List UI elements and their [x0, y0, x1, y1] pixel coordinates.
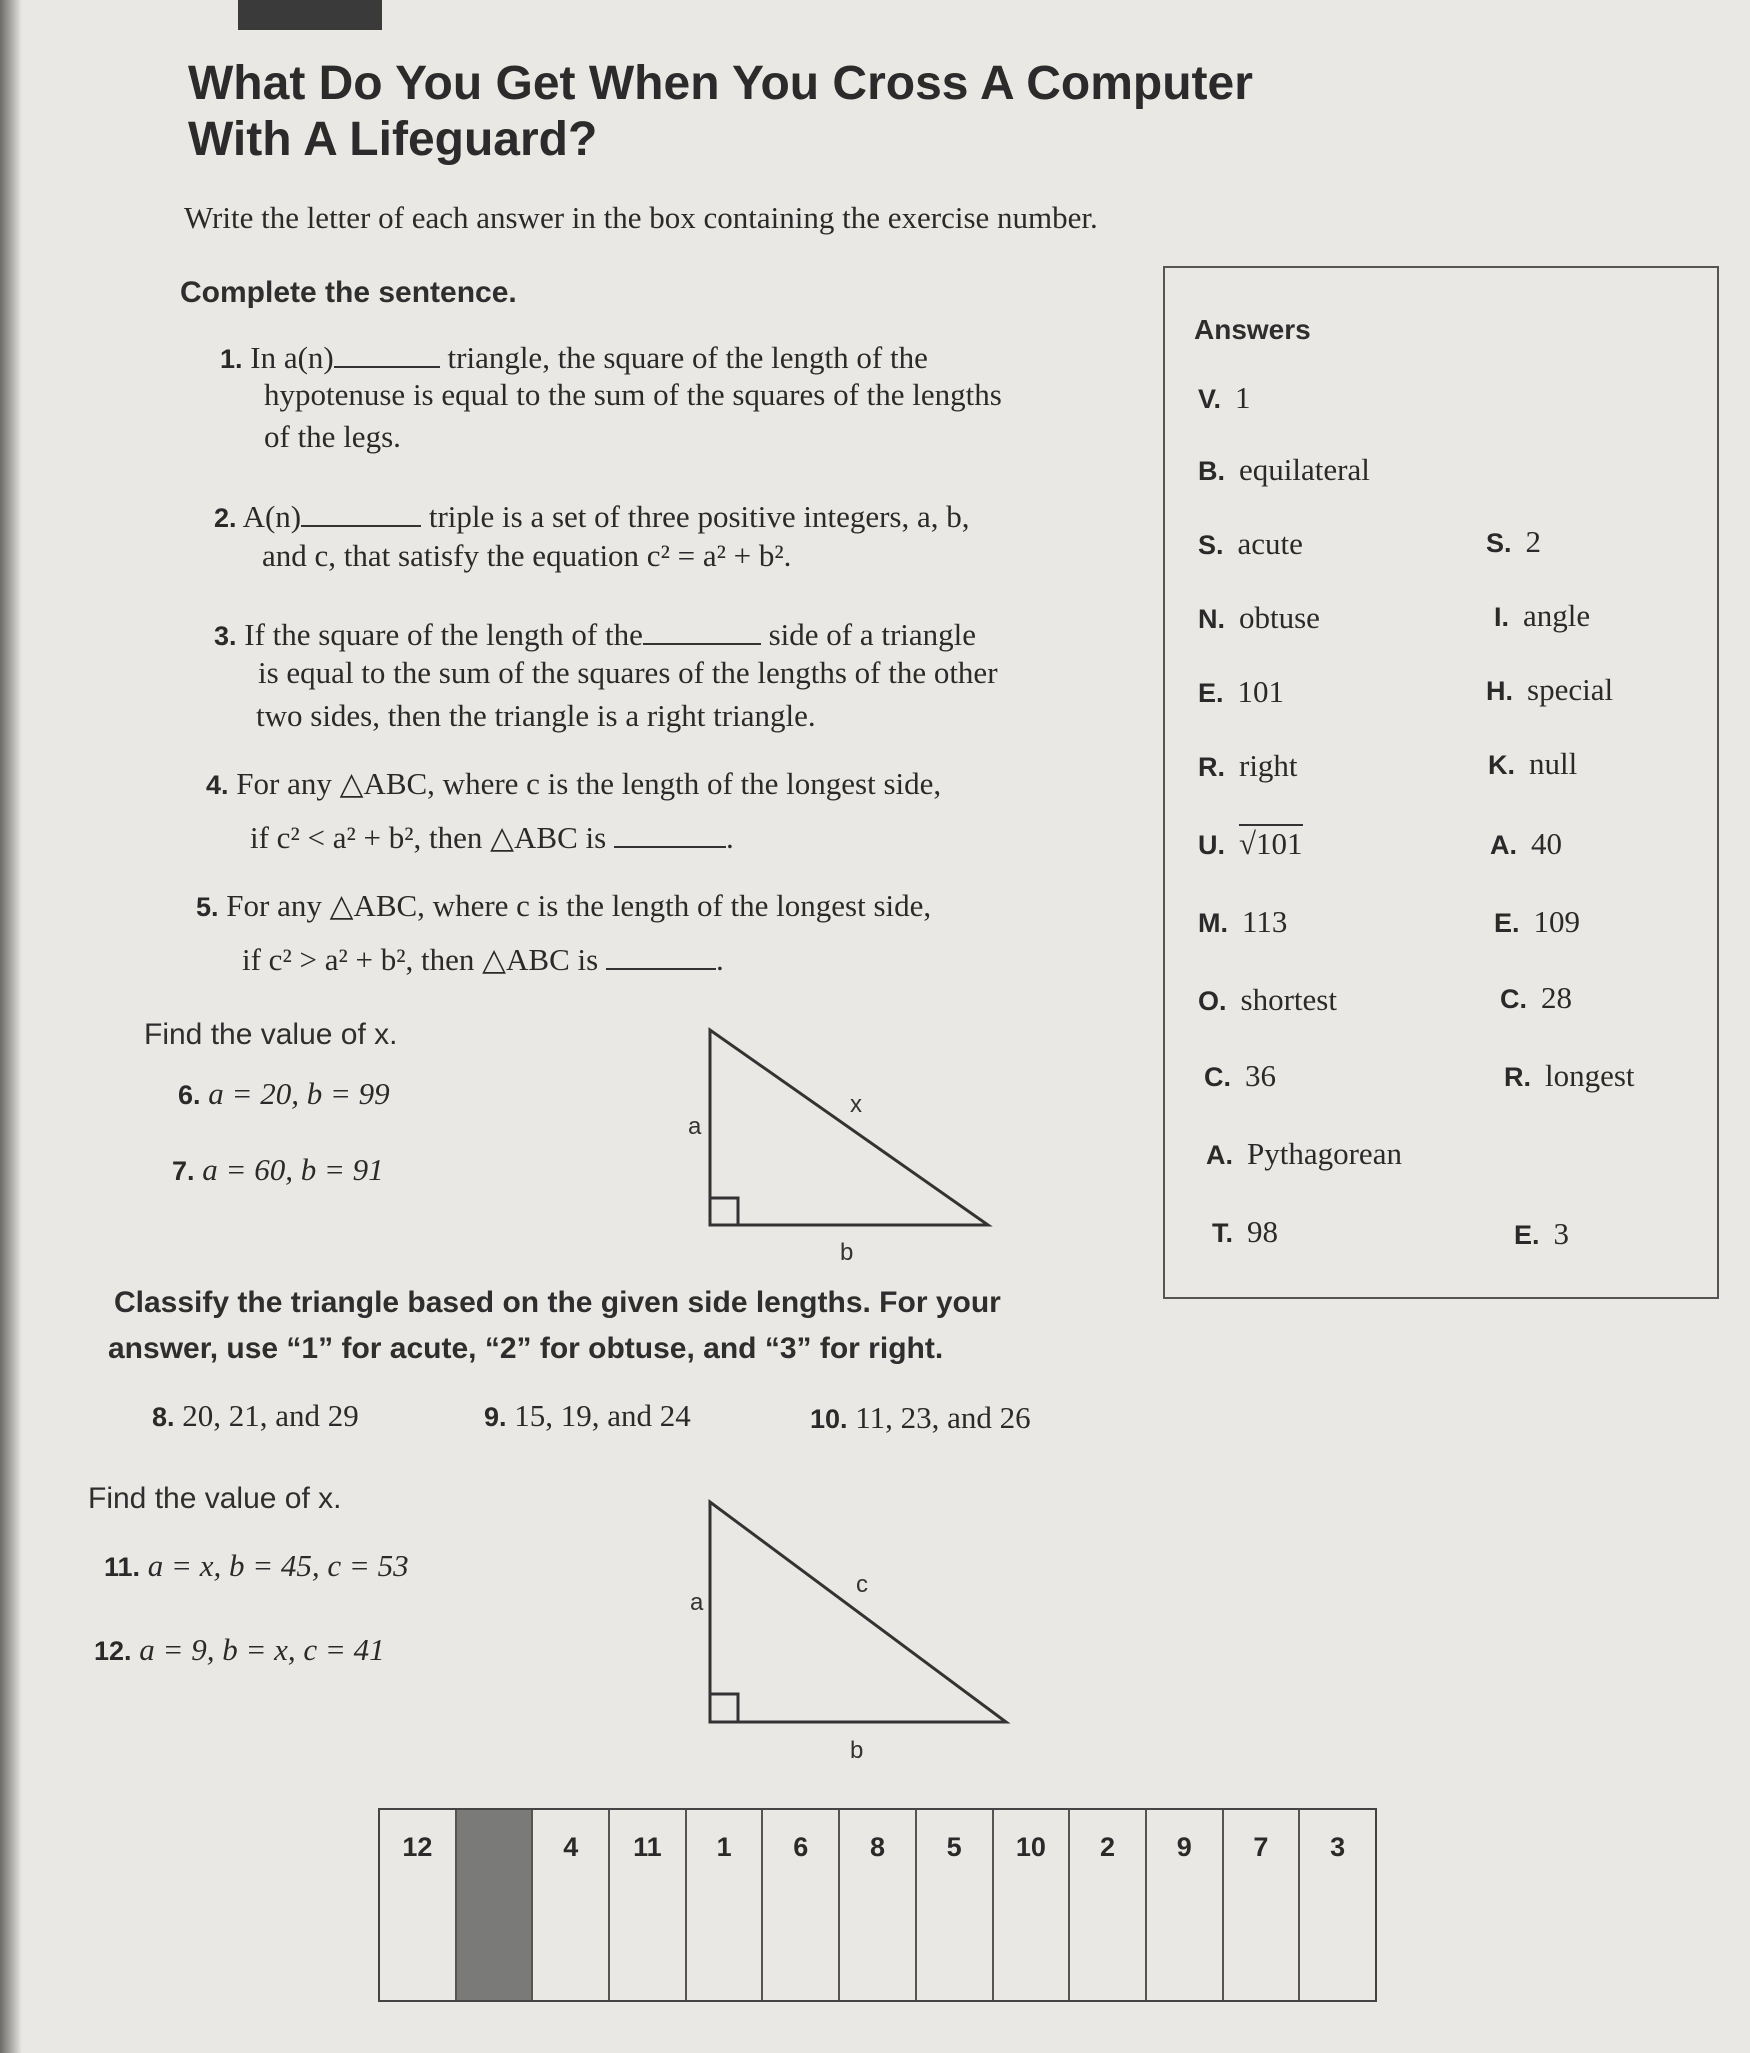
answer-letter: H. — [1486, 676, 1513, 706]
grid-cell[interactable] — [533, 1810, 610, 2000]
grid-cell-number: 1 — [716, 1832, 732, 1862]
label-b: b — [840, 1239, 854, 1260]
answer-item — [1486, 524, 1541, 560]
answer-blank[interactable] — [334, 335, 440, 368]
answer-letter: C. — [1204, 1062, 1231, 1092]
answer-item — [1490, 826, 1562, 862]
section-classify-line-1: Classify the triangle based on the given side lengths. For your — [114, 1286, 1001, 1319]
question-text: 20, 21, and 29 — [182, 1398, 359, 1433]
question-text: In a(n) — [250, 340, 334, 375]
question-8 — [152, 1398, 359, 1434]
question-text: a = x, b = 45, c = 53 — [147, 1548, 409, 1583]
answer-letter: I. — [1494, 602, 1510, 632]
grid-cell-number: 8 — [869, 1832, 885, 1862]
question-9 — [484, 1398, 691, 1434]
answer-letter: T. — [1212, 1218, 1234, 1248]
answer-item — [1198, 674, 1284, 710]
question-number: 3. — [214, 621, 237, 651]
grid-cell[interactable] — [1300, 1810, 1375, 2000]
grid-cell-blank — [457, 1810, 534, 2000]
triangle-shape — [710, 1030, 988, 1225]
grid-cell[interactable] — [763, 1810, 840, 2000]
section-find-x-1: Find the value of x. — [144, 1018, 398, 1051]
answer-value: null — [1529, 746, 1578, 781]
question-number: 1. — [220, 344, 243, 374]
answer-letter: A. — [1206, 1140, 1233, 1170]
grid-cell-number: 12 — [402, 1832, 433, 1862]
question-3-line-2: is equal to the sum of the squares of the lengths of the other — [258, 655, 998, 690]
question-1-line-3: of the legs. — [264, 419, 401, 454]
answer-value: 28 — [1541, 980, 1572, 1015]
right-angle-mark — [710, 1198, 738, 1225]
question-text: if c² < a² + b², then △ABC is — [250, 820, 607, 855]
answer-letter: E. — [1514, 1220, 1540, 1250]
answers-title: Answers — [1194, 314, 1311, 345]
question-text: triple is a set of three positive integers, a, b, — [428, 499, 970, 534]
question-number: 12. — [94, 1636, 132, 1666]
answer-item — [1504, 1058, 1635, 1094]
answer-item — [1488, 746, 1577, 782]
grid-cell[interactable] — [610, 1810, 687, 2000]
grid-cell-number: 5 — [946, 1832, 962, 1862]
answer-letter: U. — [1198, 830, 1225, 860]
answer-letter: S. — [1198, 530, 1224, 560]
answer-letter: B. — [1198, 456, 1225, 486]
answer-value: longest — [1545, 1058, 1635, 1093]
answer-letter: R. — [1198, 752, 1225, 782]
grid-cell[interactable] — [380, 1810, 457, 2000]
answer-value: 40 — [1531, 826, 1562, 861]
question-text: triangle, the square of the length of the — [447, 340, 928, 375]
answer-blank[interactable] — [643, 612, 761, 645]
question-number: 4. — [206, 770, 229, 800]
right-angle-mark — [710, 1694, 738, 1722]
grid-cell[interactable] — [1224, 1810, 1301, 2000]
question-2-line-2: and c, that satisfy the equation c² = a² + b². — [262, 538, 792, 573]
answer-letter: E. — [1198, 678, 1224, 708]
answer-item — [1198, 826, 1303, 862]
question-number: 7. — [172, 1156, 195, 1186]
instructions: Write the letter of each answer in the box containing the exercise number. — [184, 200, 1098, 235]
answer-value: 36 — [1245, 1058, 1276, 1093]
question-3 — [214, 612, 976, 653]
answer-value: shortest — [1240, 982, 1337, 1017]
label-b: b — [850, 1737, 864, 1764]
grid-cell[interactable] — [917, 1810, 994, 2000]
question-4 — [206, 766, 941, 802]
answer-value: acute — [1237, 526, 1303, 561]
page-edge-shadow — [0, 0, 22, 2053]
label-a: a — [690, 1589, 704, 1616]
question-4-line-2: if c² < a² + b², then △ABC is . — [250, 815, 734, 856]
question-12 — [94, 1632, 385, 1668]
question-5-line-2: if c² > a² + b², then △ABC is . — [242, 937, 724, 978]
question-text: a = 20, b = 99 — [208, 1076, 390, 1111]
grid-cell-number: 9 — [1176, 1832, 1192, 1862]
answer-letter: R. — [1504, 1062, 1531, 1092]
answer-blank[interactable] — [614, 815, 726, 848]
answer-value: 1 — [1235, 380, 1251, 415]
top-tab — [238, 0, 382, 30]
answer-value: special — [1527, 672, 1614, 707]
section-find-x-2: Find the value of x. — [88, 1482, 342, 1515]
question-number: 2. — [214, 503, 237, 533]
answer-value: 2 — [1525, 524, 1542, 559]
answer-letter: V. — [1198, 384, 1222, 414]
grid-cell-number: 11 — [633, 1832, 662, 1862]
question-7 — [172, 1152, 384, 1188]
answer-item — [1198, 600, 1320, 636]
answer-item — [1198, 526, 1303, 562]
answer-item — [1198, 380, 1251, 416]
answer-letter: N. — [1198, 604, 1225, 634]
answer-letter: C. — [1500, 984, 1527, 1014]
answer-value: 3 — [1553, 1216, 1570, 1251]
title-line-1: What Do You Get When You Cross A Computer — [188, 57, 1253, 110]
answer-value: equilateral — [1239, 452, 1370, 487]
question-11 — [104, 1548, 409, 1584]
label-x: x — [850, 1091, 862, 1118]
grid-cell[interactable] — [840, 1810, 917, 2000]
answer-value: √101 — [1239, 826, 1303, 861]
question-5 — [196, 888, 931, 924]
question-text: a = 9, b = x, c = 41 — [139, 1632, 385, 1667]
question-number: 6. — [178, 1080, 201, 1110]
answer-value: 98 — [1247, 1214, 1279, 1249]
grid-cell[interactable] — [1147, 1810, 1224, 2000]
answer-letter: K. — [1488, 750, 1515, 780]
question-2 — [214, 494, 970, 535]
answer-item — [1198, 748, 1298, 784]
question-text: side of a triangle — [768, 617, 977, 652]
answer-item — [1198, 452, 1370, 488]
answer-item — [1500, 980, 1572, 1016]
answer-letter: S. — [1486, 528, 1512, 558]
answer-item — [1212, 1214, 1278, 1250]
question-text: For any △ABC, where c is the length of the longest side, — [226, 888, 932, 923]
answer-value: 113 — [1242, 904, 1288, 939]
question-number: 9. — [484, 1402, 507, 1432]
answer-value: 101 — [1237, 674, 1285, 709]
answer-item — [1204, 1058, 1276, 1094]
answer-value: right — [1239, 748, 1298, 783]
question-1-line-2: hypotenuse is equal to the sum of the squares of the lengths — [264, 377, 1002, 412]
answer-value: Pythagorean — [1247, 1136, 1402, 1171]
answer-item — [1198, 982, 1337, 1018]
answer-letter: E. — [1494, 908, 1520, 938]
question-3-line-3: two sides, then the triangle is a right triangle. — [256, 698, 816, 733]
question-1 — [220, 335, 928, 376]
answer-value: angle — [1523, 598, 1591, 633]
answer-value: obtuse — [1239, 600, 1320, 635]
grid-cell-number: 7 — [1253, 1832, 1269, 1862]
question-10 — [810, 1400, 1031, 1436]
question-number: 10. — [810, 1404, 848, 1434]
grid-cell-number: 10 — [1015, 1832, 1046, 1862]
grid-cell-number: 2 — [1100, 1832, 1116, 1862]
question-text: 15, 19, and 24 — [514, 1398, 691, 1433]
answer-blank[interactable] — [301, 494, 421, 527]
question-text: If the square of the length of the — [244, 617, 643, 652]
question-text: A(n) — [242, 499, 302, 534]
answer-letter: M. — [1198, 908, 1228, 938]
question-text: 11, 23, and 26 — [855, 1400, 1031, 1435]
title-line-2: With A Lifeguard? — [188, 113, 598, 166]
answer-item — [1514, 1216, 1569, 1252]
question-number: 8. — [152, 1402, 175, 1432]
label-a: a — [688, 1113, 702, 1140]
answer-item — [1494, 904, 1580, 940]
grid-cell-number: 4 — [563, 1832, 579, 1862]
question-text: For any △ABC, where c is the length of the longest side, — [236, 766, 942, 801]
question-number: 11. — [104, 1552, 141, 1582]
section-complete-sentence: Complete the sentence. — [180, 276, 517, 309]
right-triangle-diagram-2 — [680, 1490, 1020, 1770]
answer-letter: A. — [1490, 830, 1517, 860]
right-triangle-diagram-1 — [680, 1020, 1020, 1260]
answer-value: 109 — [1533, 904, 1581, 939]
grid-cell[interactable] — [994, 1810, 1071, 2000]
question-number: 5. — [196, 892, 219, 922]
answer-item — [1486, 672, 1613, 708]
answer-blank[interactable] — [606, 937, 716, 970]
section-classify-line-2: answer, use “1” for acute, “2” for obtuse, and “3” for right. — [108, 1332, 944, 1365]
triangle-shape — [710, 1502, 1006, 1722]
label-c: c — [856, 1571, 868, 1598]
answer-item — [1494, 598, 1590, 634]
answer-item — [1206, 1136, 1402, 1172]
answer-item — [1198, 904, 1287, 940]
grid-cell[interactable] — [687, 1810, 764, 2000]
grid-cell-number: 3 — [1330, 1832, 1346, 1862]
question-6 — [178, 1076, 390, 1112]
answer-grid — [378, 1808, 1377, 2002]
question-text: if c² > a² + b², then △ABC is — [242, 942, 599, 977]
question-text: a = 60, b = 91 — [202, 1152, 384, 1187]
grid-cell[interactable] — [1070, 1810, 1147, 2000]
answer-letter: O. — [1198, 986, 1227, 1016]
grid-cell-number: 6 — [793, 1832, 809, 1862]
